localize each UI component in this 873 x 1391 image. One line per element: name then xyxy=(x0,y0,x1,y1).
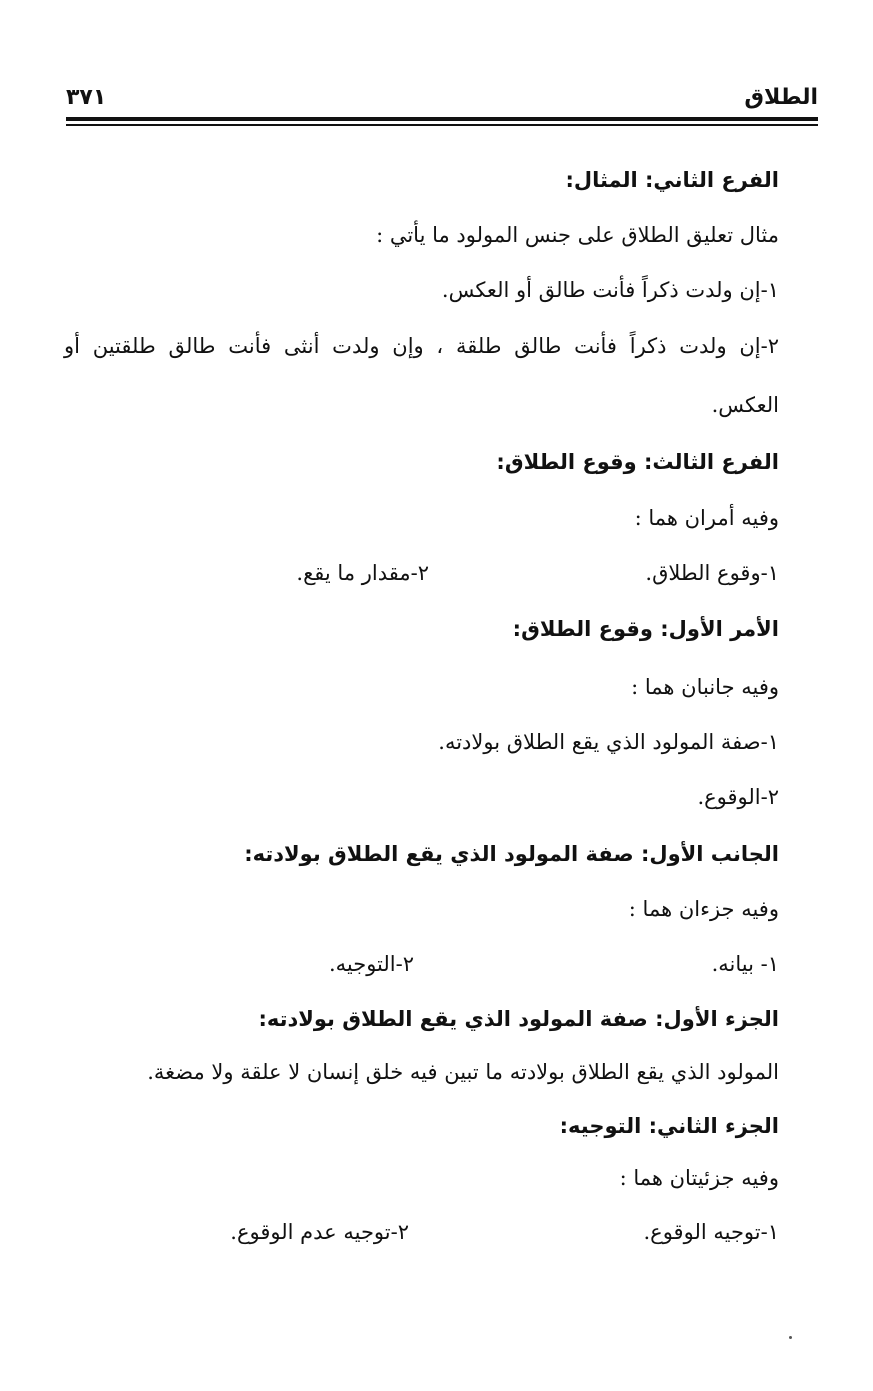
page-header xyxy=(66,78,818,118)
heading-part-2: الجزء الثاني: التوجيه: xyxy=(559,1114,779,1138)
paragraph-part-1-text: المولود الذي يقع الطلاق بولادته ما تبين فيه خلق إنسان لا علقة ولا مضغة. xyxy=(147,1060,779,1084)
list-item-subpart-1: ١-توجيه الوقوع. xyxy=(643,1220,779,1244)
scan-speck xyxy=(789,1336,792,1339)
list-item-side-2: ٢-الوقوع. xyxy=(697,785,779,809)
list-item-part-2: ٢-التوجيه. xyxy=(328,952,414,976)
paragraph-two-parts: وفيه جزءان هما : xyxy=(628,897,779,921)
heading-branch-3: الفرع الثالث: وقوع الطلاق: xyxy=(496,450,779,474)
list-item-matter-2: ٢-مقدار ما يقع. xyxy=(296,561,429,585)
list-item-matter-1: ١-وقوع الطلاق. xyxy=(645,561,779,585)
page-number: ٣٧١ xyxy=(66,85,107,110)
heading-matter-1: الأمر الأول: وقوع الطلاق: xyxy=(512,617,779,641)
header-rule-thick xyxy=(66,117,818,121)
list-item-side-1: ١-صفة المولود الذي يقع الطلاق بولادته. xyxy=(438,730,779,754)
heading-side-1: الجانب الأول: صفة المولود الذي يقع الطلاق بولادته: xyxy=(244,842,779,866)
list-item-example-2-line-1: ٢-إن ولدت ذكراً فأنت طالق طلقة ، وإن ولدت أنثى فأنت طالق طلقتين أو xyxy=(64,334,779,358)
heading-branch-2: الفرع الثاني: المثال: xyxy=(565,168,779,192)
paragraph-example-intro: مثال تعليق الطلاق على جنس المولود ما يأتي : xyxy=(376,223,779,247)
list-item-example-1: ١-إن ولدت ذكراً فأنت طالق أو العكس. xyxy=(441,278,779,302)
list-item-part-1: ١- بيانه. xyxy=(711,952,779,976)
paragraph-two-matters: وفيه أمران هما : xyxy=(634,506,779,530)
header-rule-thin xyxy=(66,124,818,126)
paragraph-two-sides: وفيه جانبان هما : xyxy=(631,675,779,699)
running-title: الطلاق xyxy=(744,85,818,110)
heading-part-1: الجزء الأول: صفة المولود الذي يقع الطلاق بولادته: xyxy=(258,1007,779,1031)
list-item-subpart-2: ٢-توجيه عدم الوقوع. xyxy=(230,1220,409,1244)
paragraph-two-subparts: وفيه جزئيتان هما : xyxy=(619,1166,779,1190)
list-item-example-2-line-2: العكس. xyxy=(711,393,779,417)
